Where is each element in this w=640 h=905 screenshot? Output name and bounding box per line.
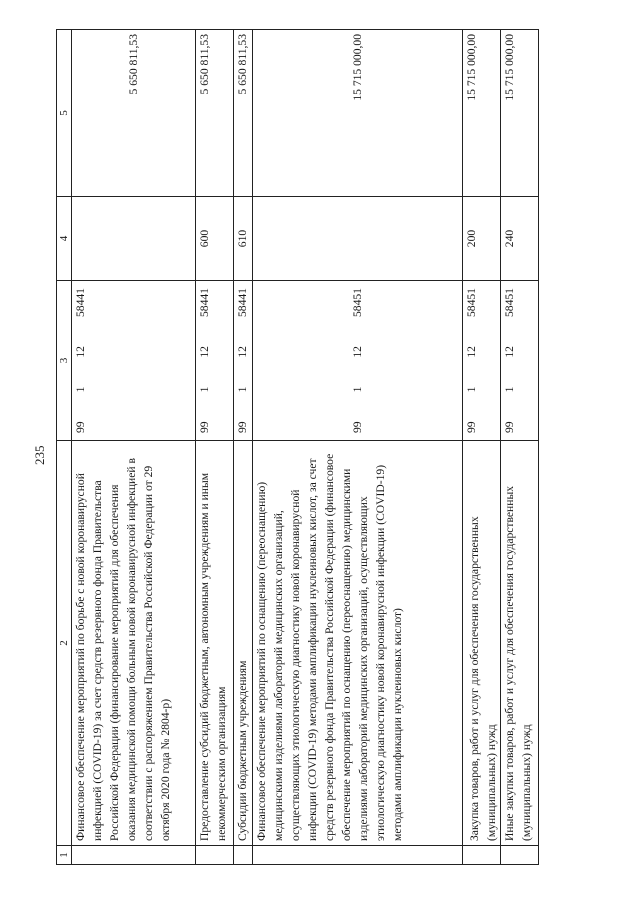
code-sub: 1 [198, 386, 211, 393]
code-direction: 58451 [351, 288, 364, 318]
row-name: Закупка товаров, работ и услуг для обеспечения государственных (муниципальных) нужд [463, 441, 501, 846]
row-number-cell [72, 846, 196, 865]
code-main: 12 [351, 346, 364, 358]
code-program: 99 [198, 421, 211, 433]
code-sub: 1 [503, 386, 516, 393]
code-main: 12 [236, 346, 249, 358]
expense-type-cell: 240 [501, 197, 539, 281]
expense-type-cell: 600 [196, 197, 234, 281]
header-cell: 4 [57, 197, 72, 281]
code-cell [234, 281, 253, 441]
amount-cell: 15 715 000,00 [253, 30, 463, 197]
budget-table [56, 29, 539, 865]
expense-type-cell [253, 197, 463, 281]
row-name: Финансовое обеспечение мероприятий по борьбе с новой коронавирусной инфекцией (COVID-19) за счет средств резервного фонда Правительства Российской Федерации (финансирование мероприятий для обеспечения оказания медицинской помощи больным новой коронавирусной инфекцией в соответствии с распоряжением Правительства Российской Федерации от 29 октября 2020 года № 2804-р) [72, 441, 196, 846]
header-cell: 2 [57, 441, 72, 846]
amount-cell: 5 650 811,53 [196, 30, 234, 197]
code-sub: 1 [351, 386, 364, 393]
code-sub: 1 [465, 386, 478, 393]
rotated-page [32, 30, 561, 865]
row-number-cell [463, 846, 501, 865]
row-number-cell [196, 846, 234, 865]
code-program: 99 [74, 421, 87, 433]
code-direction: 58451 [503, 288, 516, 318]
amount-cell: 15 715 000,00 [501, 30, 539, 197]
code-cell [253, 281, 463, 441]
header-cell: 5 [57, 30, 72, 197]
amount-cell: 5 650 811,53 [234, 30, 253, 197]
row-number-cell [501, 846, 539, 865]
row-number-cell [234, 846, 253, 865]
code-main: 12 [74, 346, 87, 358]
code-main: 12 [465, 346, 478, 358]
table-row [253, 30, 463, 865]
code-direction: 58441 [198, 288, 211, 318]
amount-cell: 5 650 811,53 [72, 30, 196, 197]
code-cell [463, 281, 501, 441]
row-name: Финансовое обеспечение мероприятий по оснащению (переоснащению) медицинскими изделиями лабораторий медицинских организаций, осуществляющих этиологическую диагностику новой коронавирусной инфекции (COVID-19) методами амплификации нуклеиновых кислот, за счет средств резервного фонда Правительства Российской Федерации (финансовое обеспечение мероприятий по оснащению (переоснащению) медицинскими изделиями лабораторий медицинских организаций, осуществляющих этиологическую диагностику новой коронавирусной инфекции (COVID-19) методами амплификации нуклеиновых кислот) [253, 441, 463, 846]
table-row [72, 30, 196, 865]
code-main: 12 [198, 346, 211, 358]
header-cell: 3 [57, 281, 72, 441]
code-direction: 58451 [465, 288, 478, 318]
code-main: 12 [503, 346, 516, 358]
code-sub: 1 [236, 386, 249, 393]
row-name: Предоставление субсидий бюджетным, автономным учреждениям и иным некоммерческим организациям [196, 441, 234, 846]
expense-type-cell: 610 [234, 197, 253, 281]
amount-cell: 15 715 000,00 [463, 30, 501, 197]
code-direction: 58441 [74, 288, 87, 318]
code-program: 99 [351, 421, 364, 433]
page-number: 235 [32, 445, 47, 465]
table-row [234, 30, 253, 865]
code-direction: 58441 [236, 288, 249, 318]
table-row [463, 30, 501, 865]
code-sub: 1 [74, 386, 87, 393]
header-cell: 1 [57, 846, 72, 865]
table-row [501, 30, 539, 865]
code-cell [196, 281, 234, 441]
expense-type-cell: 200 [463, 197, 501, 281]
code-program: 99 [236, 421, 249, 433]
expense-type-cell [72, 197, 196, 281]
table-row [196, 30, 234, 865]
code-cell [72, 281, 196, 441]
code-program: 99 [503, 421, 516, 433]
row-name: Иные закупки товаров, работ и услуг для обеспечения государственных (муниципальных) нужд [501, 441, 539, 846]
table-header-row [57, 30, 72, 865]
code-program: 99 [465, 421, 478, 433]
code-cell [501, 281, 539, 441]
row-number-cell [253, 846, 463, 865]
row-name: Субсидии бюджетным учреждениям [234, 441, 253, 846]
